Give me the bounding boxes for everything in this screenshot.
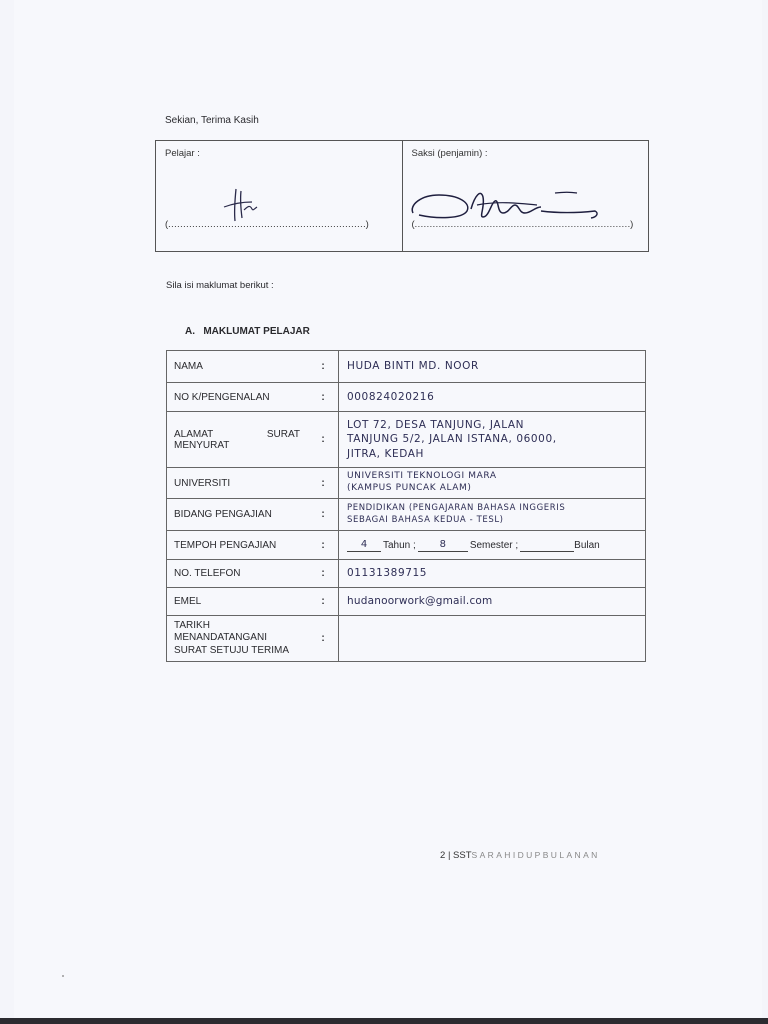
row-telefon xyxy=(167,560,646,588)
closing-text: Sekian, Terima Kasih xyxy=(165,115,259,126)
colon: : xyxy=(308,412,339,468)
scan-speck xyxy=(62,975,64,977)
label-tarikh-1: TARIKH xyxy=(174,619,210,631)
page-footer xyxy=(440,850,600,861)
footer-prefix: SST xyxy=(453,850,472,861)
row-nama xyxy=(167,351,646,383)
colon: : xyxy=(308,383,339,412)
label-emel: EMEL xyxy=(167,588,309,616)
value-telefon[interactable]: 01131389715 xyxy=(339,560,646,588)
alamat-line-1: LOT 72, DESA TANJUNG, JALAN xyxy=(347,419,525,432)
alamat-line-2: TANJUNG 5/2, JALAN ISTANA, 06000, xyxy=(347,433,557,446)
bidang-line-1: PENDIDIKAN (PENGAJARAN BAHASA INGGERIS xyxy=(347,503,566,514)
label-tarikh-2: MENANDATANGANI xyxy=(174,632,267,644)
label-alamat-2: SURAT xyxy=(266,428,300,440)
section-heading xyxy=(185,326,310,337)
value-nama[interactable]: HUDA BINTI MD. NOOR xyxy=(339,351,646,383)
student-label: Pelajar : xyxy=(165,148,200,159)
value-tarikh[interactable] xyxy=(339,616,646,662)
student-signature-line: (…………………………………………………………) xyxy=(165,219,369,230)
bidang-line-2: SEBAGAI BAHASA KEDUA - TESL) xyxy=(347,514,504,525)
colon: : xyxy=(308,616,339,662)
alamat-line-3: JITRA, KEDAH xyxy=(347,447,425,460)
value-ic[interactable]: 000824020216 xyxy=(339,383,646,412)
colon: : xyxy=(308,499,339,531)
semester-unit: Semester ; xyxy=(469,539,519,551)
section-title: MAKLUMAT PELAJAR xyxy=(203,326,310,337)
row-tempoh xyxy=(167,531,646,560)
colon: : xyxy=(308,351,339,383)
label-bidang: BIDANG PENGAJIAN xyxy=(167,499,309,531)
label-alamat xyxy=(167,412,309,468)
witness-signature-line: (………………………………………………………………) xyxy=(411,219,633,230)
witness-label: Saksi (penjamin) : xyxy=(411,148,488,159)
colon: : xyxy=(308,588,339,616)
label-nama: NAMA xyxy=(167,351,309,383)
section-letter: A. xyxy=(185,326,195,337)
value-universiti[interactable] xyxy=(339,468,646,499)
footer-separator: | xyxy=(447,850,451,861)
value-emel[interactable]: hudanoorwork@gmail.com xyxy=(339,588,646,616)
witness-signature-cell xyxy=(402,141,649,251)
semester-value[interactable]: 8 xyxy=(418,538,468,553)
colon: : xyxy=(308,560,339,588)
value-alamat[interactable] xyxy=(339,412,646,468)
label-ic: NO K/PENGENALAN xyxy=(167,383,309,412)
bulan-value[interactable] xyxy=(520,538,574,553)
label-alamat-3: MENYURAT xyxy=(174,439,230,451)
page-number: 2 xyxy=(440,850,446,861)
student-info-table xyxy=(166,350,646,662)
tahun-unit: Tahun ; xyxy=(383,539,416,551)
label-universiti: UNIVERSITI xyxy=(167,468,309,499)
label-tarikh xyxy=(167,616,309,662)
row-universiti xyxy=(167,468,646,499)
label-telefon: NO. TELEFON xyxy=(167,560,309,588)
footer-brand: SARAHIDUPBULANAN xyxy=(471,850,600,860)
signature-box xyxy=(155,140,649,252)
scan-bottom-edge xyxy=(0,1018,768,1024)
label-alamat-1: ALAMAT xyxy=(174,428,214,440)
label-tarikh-3: SURAT SETUJU TERIMA xyxy=(174,644,290,656)
row-bidang xyxy=(167,499,646,531)
bulan-unit: Bulan xyxy=(574,539,600,551)
universiti-line-2: (KAMPUS PUNCAK ALAM) xyxy=(347,483,472,493)
value-bidang[interactable] xyxy=(339,499,646,531)
label-tempoh: TEMPOH PENGAJIAN xyxy=(167,531,309,560)
row-emel xyxy=(167,588,646,616)
value-tempoh xyxy=(339,531,646,560)
colon: : xyxy=(308,531,339,560)
row-tarikh xyxy=(167,616,646,662)
instruction-text: Sila isi maklumat berikut : xyxy=(166,280,274,291)
universiti-line-1: UNIVERSITI TEKNOLOGI MARA xyxy=(347,471,497,482)
row-alamat xyxy=(167,412,646,468)
row-ic xyxy=(167,383,646,412)
colon: : xyxy=(308,468,339,499)
tahun-value[interactable]: 4 xyxy=(347,538,381,553)
student-signature-cell xyxy=(156,141,402,251)
